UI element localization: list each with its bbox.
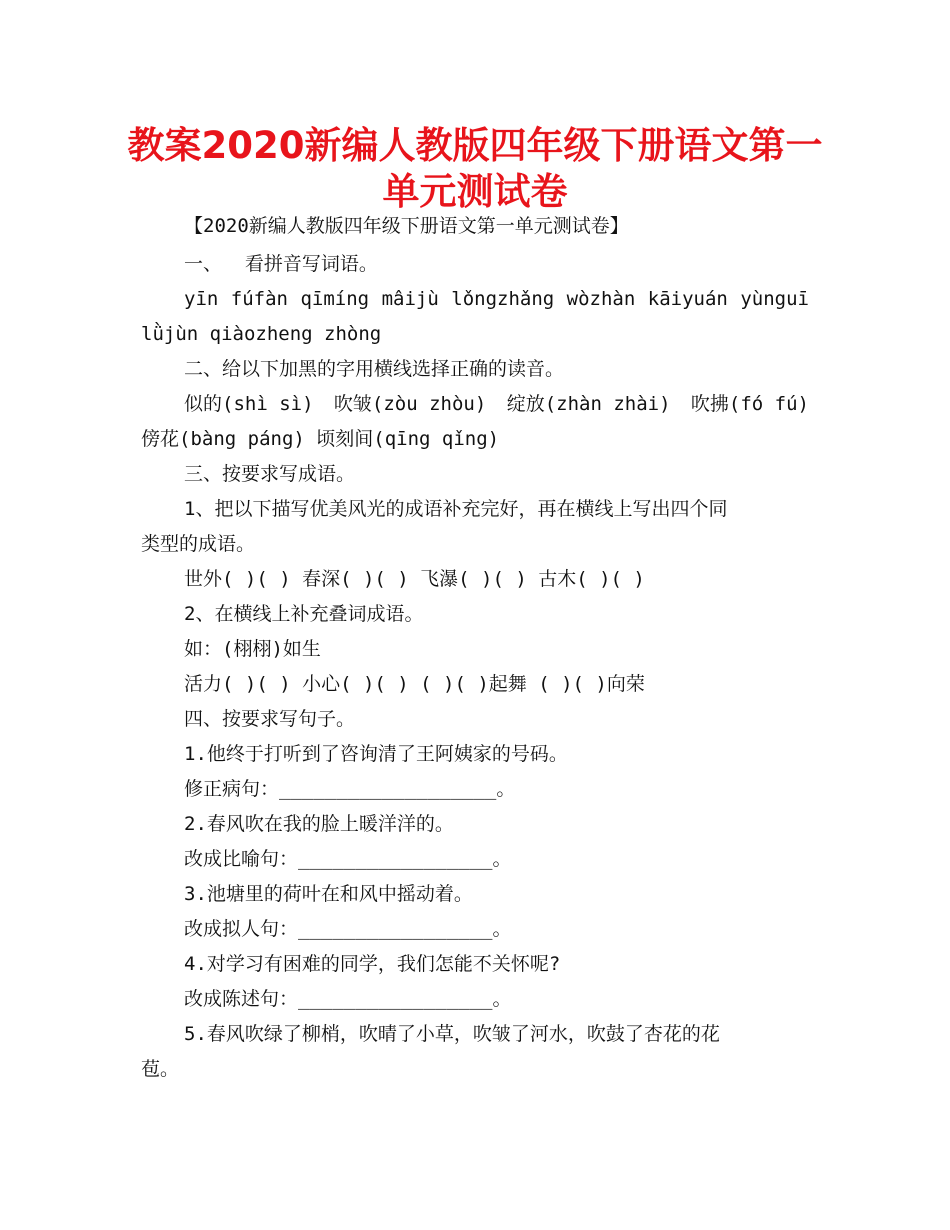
- section-2-heading: 二、给以下加黑的字用横线选择正确的读音。: [184, 358, 565, 380]
- pinyin-line-1: [184, 285, 809, 313]
- sentence-1-task: 修正病句：___________________。: [184, 778, 516, 800]
- section-3-q2: 2、在横线上补充叠词成语。: [184, 603, 424, 625]
- sentence-3: 3.池塘里的荷叶在和风中摇动着。: [184, 883, 473, 905]
- pinyin-word: wòzhàn: [566, 288, 636, 310]
- pinyin-word: qīmíng: [300, 288, 370, 310]
- section-3-q1-line-1: 1、把以下描写优美风光的成语补充完好，再在横线上写出四个同: [184, 498, 728, 520]
- sentence-3-task: 改成拟人句：_________________。: [184, 918, 512, 940]
- pinyin-word: yùnguī: [740, 288, 809, 310]
- pinyin-word: fúfàn: [230, 288, 288, 310]
- reading-item: 似的(shì sì): [184, 393, 314, 415]
- reading-items-line-2: 傍花(bàng páng) 顷刻间(qīng qǐng): [141, 428, 500, 450]
- section-3-q2-blanks: 活力( )( ) 小心( )( ) ( )( )起舞 ( )( )向荣: [184, 673, 645, 695]
- section-1-heading: 一、 看拼音写词语。: [184, 253, 378, 275]
- pinyin-word: yīn: [184, 288, 219, 310]
- section-3-q2-example: 如：(栩栩)如生: [184, 638, 321, 660]
- reading-item: 绽放(zhàn zhài): [506, 393, 671, 415]
- document-title-line-2: 单元测试卷: [382, 170, 568, 213]
- reading-items-line-1: [184, 390, 809, 418]
- sentence-1: 1.他终于打听到了咨询清了王阿姨家的号码。: [184, 743, 568, 765]
- pinyin-word: lǒngzhǎng: [451, 288, 555, 310]
- sentence-4-task: 改成陈述句：_________________。: [184, 988, 512, 1010]
- sentence-2-task: 改成比喻句：_________________。: [184, 848, 512, 870]
- sentence-2: 2.春风吹在我的脸上暖洋洋的。: [184, 813, 454, 835]
- sentence-4: 4.对学习有困难的同学，我们怎能不关怀呢?: [184, 953, 561, 975]
- pinyin-word: mâijù: [381, 288, 439, 310]
- section-3-q1-line-2: 类型的成语。: [141, 533, 256, 555]
- document-title-line-1: 教案2020新编人教版四年级下册语文第一: [127, 124, 823, 167]
- pinyin-word: kāiyuán: [647, 288, 728, 310]
- section-3-heading: 三、按要求写成语。: [184, 463, 356, 485]
- document-subtitle: 【2020新编人教版四年级下册语文第一单元测试卷】: [184, 215, 629, 237]
- section-4-heading: 四、按要求写句子。: [184, 708, 356, 730]
- reading-item: 吹拂(fó fú): [690, 393, 809, 415]
- sentence-5-line-1: 5.春风吹绿了柳梢，吹晴了小草，吹皱了河水，吹鼓了杏花的花: [184, 1023, 720, 1045]
- pinyin-line-2: lǜjùn qiàozheng zhòng: [141, 323, 382, 345]
- reading-item: 吹皱(zòu zhòu): [333, 393, 487, 415]
- section-3-q1-blanks: 世外( )( ) 春深( )( ) 飞瀑( )( ) 古木( )( ): [184, 568, 645, 590]
- sentence-5-line-2: 苞。: [141, 1058, 180, 1080]
